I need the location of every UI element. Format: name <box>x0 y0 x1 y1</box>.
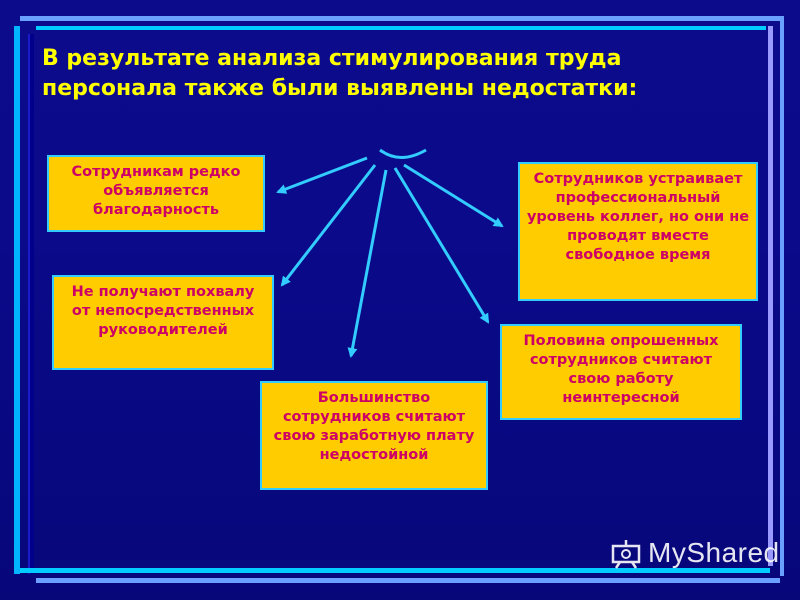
arrow-to-box-3 <box>351 170 386 356</box>
arrow-to-box-2 <box>282 165 375 285</box>
arrow-to-box-4 <box>395 168 488 322</box>
slide-title: В результате анализа стимулирования труда персонала также были выявлены недостатки: <box>42 46 638 101</box>
box-gratitude: Сотрудникам редко объявляется благодарность <box>47 155 265 232</box>
watermark-text: MyShared <box>648 537 780 568</box>
box-colleagues: Сотрудников устраивает профессиональный уровень коллег, но они не проводят вместе свободное время <box>518 162 758 301</box>
box-work: Половина опрошенных сотрудников считают свою работу неинтересной <box>500 324 742 420</box>
projector-icon <box>610 537 642 569</box>
smile-arc <box>380 150 426 158</box>
box-salary: Большинство сотрудников считают свою заработную плату недостойной <box>260 381 488 490</box>
arrow-to-box-5 <box>404 165 502 226</box>
box-praise: Не получают похвалу от непосредственных руководителей <box>52 275 274 370</box>
arrow-to-box-1 <box>278 158 367 192</box>
watermark <box>610 537 780 569</box>
